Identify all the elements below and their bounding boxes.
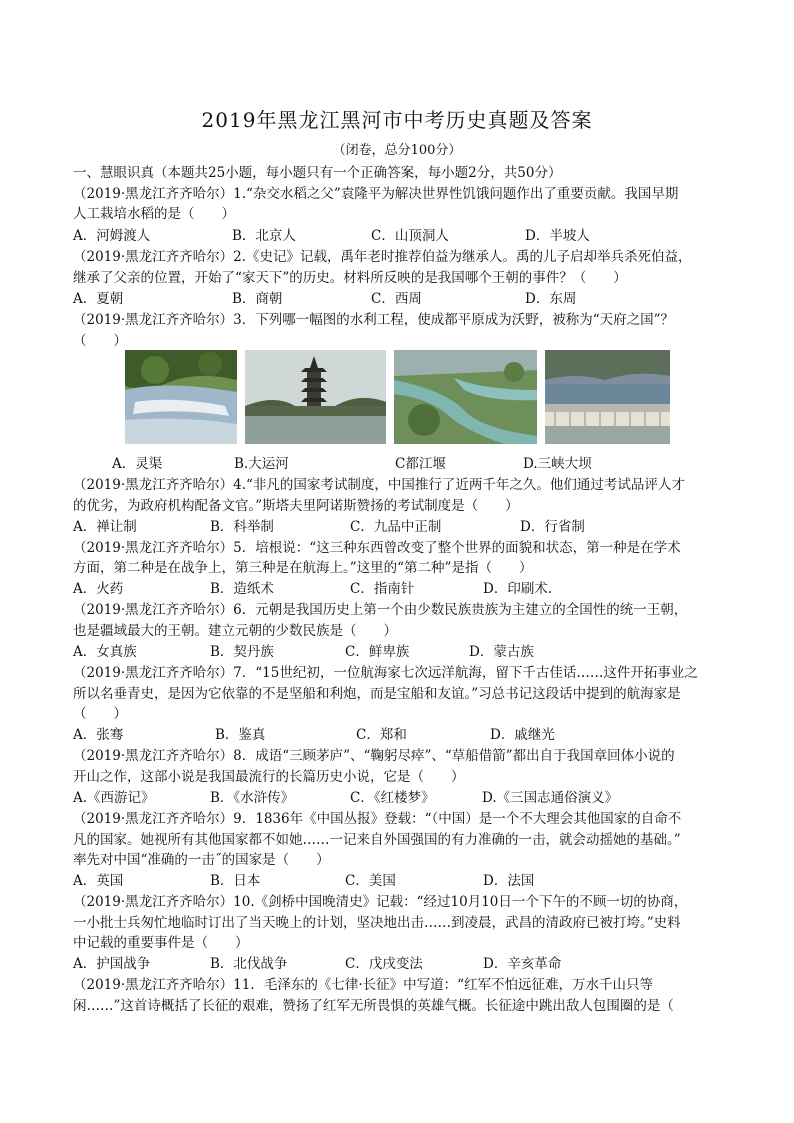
question-10-line-3: 中记载的重要事件是（ ） [73,935,249,951]
question-10-option-d: D．辛亥革命 [483,956,562,972]
page-subtitle: （闭卷，总分100分） [332,143,462,158]
question-6-option-c: C．鲜卑族 [345,644,410,660]
question-7-option-d: D．戚继光 [490,727,555,743]
question-10-line-2: 一小批士兵匆忙地临时订出了当天晚上的计划，坚决地出击……到凌晨，武昌的清政府已被打垮。”史料 [73,915,681,931]
question-7-line-2: 所以名垂青史，是因为它依靠的不是坚船和利炮，而是宝船和友谊。”习总书记这段话中提到的航海家是 [73,686,681,702]
question-5-option-b: B．造纸术 [210,581,274,597]
question-11-line-1: （2019·黑龙江齐齐哈尔）11．毛泽东的《七律·长征》中写道：“红军不怕远征难，万水千山只等 [73,977,654,993]
question-7-line-3: （ ） [73,706,127,722]
question-2-option-a: A．夏朝 [73,291,124,307]
question-8-line-2: 开山之作，这部小说是我国最流行的长篇历史小说，它是（ ） [73,769,465,785]
question-9-line-3: 率先对中国“准确的一击˝的国家是（ ） [73,852,330,868]
question-9-option-a: A．英国 [73,873,124,889]
question-5-option-d: D．印刷术. [483,581,553,597]
question-5-line-2: 方面，第二种是在战争上，第三种是在航海上。”这里的“第二种”是指（ ） [73,560,533,576]
question-9-option-c: C．美国 [345,873,396,889]
question-6-line-2: 也是疆域最大的王朝。建立元朝的少数民族是（ ） [73,623,397,639]
question-8-option-a: A.《西游记》 [73,790,155,806]
question-8-option-d: D.《三国志通俗演义》 [482,790,619,806]
question-3-option-c: C都江堰 [395,456,446,472]
grand-canal-photo [245,350,386,444]
question-2-option-b: B．商朝 [232,291,283,307]
question-10-line-1: （2019·黑龙江齐齐哈尔）10.《剑桥中国晚清史》记载：“经过10月10日一个下午的不顾一切的协商， [73,894,688,910]
question-1-line-1: （2019·黑龙江齐齐哈尔）1.“杂交水稻之父”袁隆平为解决世界性饥饿问题作出了重要贡献。我国早期 [73,186,679,202]
question-1-line-2: 人工栽培水稻的是（ ） [73,206,235,222]
question-5-option-c: C．指南针 [350,581,415,597]
question-2-line-2: 继承了父亲的位置，开始了“家天下”的历史。材料所反映的是我国哪个王朝的事件？（ ） [73,270,627,286]
question-7-option-b: B．鉴真 [215,727,266,743]
question-4-option-c: C．九品中正制 [350,519,442,535]
question-2-line-1: （2019·黑龙江齐齐哈尔）2.《史记》记载，禹年老时推荐伯益为继承人。禹的儿子启却举兵杀死伯益， [73,249,692,265]
question-8-option-c: C．《红楼梦》 [350,790,435,806]
question-5-option-a: A．火药 [73,581,124,597]
question-10-option-c: C．戊戌变法 [345,956,423,972]
question-4-option-b: B．科举制 [210,519,274,535]
question-3-line-2: （ ） [73,333,127,349]
question-6-option-d: D．蒙古族 [469,644,534,660]
question-2-option-d: D．东周 [525,291,577,307]
question-6-line-1: （2019·黑龙江齐齐哈尔）6．元朝是我国历史上第一个由少数民族贵族为主建立的全国性的统一王朝， [73,602,688,618]
section-heading: 一、慧眼识真（本题共25小题，每小题只有一个正确答案，每小题2分，共50分） [73,165,562,181]
question-8-option-b: B．《水浒传》 [210,790,295,806]
question-7-option-a: A．张骞 [73,727,124,743]
question-9-option-d: D．法国 [483,873,535,889]
question-9-line-1: （2019·黑龙江齐齐哈尔）9．1836年《中国丛报》登载：“（中国）是一个不大理会其他国家的自命不 [73,811,682,827]
question-7-option-c: C．郑和 [356,727,407,743]
question-6-option-b: B．契丹族 [210,644,274,660]
question-5-line-1: （2019·黑龙江齐齐哈尔）5．培根说：“这三种东西曾改变了整个世界的面貌和状态，第一种是在学术 [73,540,681,556]
question-10-option-a: A．护国战争 [73,956,151,972]
lingqu-photo [125,350,237,444]
question-4-option-d: D．行省制 [520,519,585,535]
question-3-line-1: （2019·黑龙江齐齐哈尔）3．下列哪一幅图的水利工程，使成都平原成为沃野，被称为“天府之国”？ [73,312,675,328]
question-4-line-1: （2019·黑龙江齐齐哈尔）4.“非凡的国家考试制度，中国推行了近两千年之久。他们通过考试品评人才 [73,477,685,493]
question-7-line-1: （2019·黑龙江齐齐哈尔）7．“15世纪初，一位航海家七次远洋航海，留下千古佳话……这件开拓事业之 [73,665,698,681]
question-9-option-b: B．日本 [210,873,261,889]
question-4-line-2: 的优劣，为政府机构配备文官。”斯塔夫里阿诺斯赞扬的考试制度是（ ） [73,498,519,514]
page-title: 2019年黑龙江黑河市中考历史真题及答案 [201,108,593,132]
question-1-option-c: C．山顶洞人 [371,228,449,244]
question-11-line-2: 闲……”这首诗概括了长征的艰难，赞扬了红军无所畏惧的英雄气概。长征途中跳出敌人包围圈的是（ [73,998,674,1014]
question-3-option-b: B.大运河 [234,456,289,472]
question-10-option-b: B．北伐战争 [210,956,288,972]
question-3-option-a: A．灵渠 [112,456,163,472]
question-2-option-c: C．西周 [371,291,422,307]
question-4-option-a: A．禅让制 [73,519,137,535]
dujiangyan-photo [394,350,537,444]
question-1-option-b: B．北京人 [232,228,296,244]
question-6-option-a: A．女真族 [73,644,137,660]
question-9-line-2: 凡的国家。她视所有其他国家都不如她……一记来自外国强国的有力准确的一击，就会动摇她的基础。” [73,832,681,848]
question-8-line-1: （2019·黑龙江齐齐哈尔）8．成语“三顾茅庐”、“鞠躬尽瘁”、“草船借箭”都出自于我国章回体小说的 [73,748,675,764]
question-1-option-a: A．河姆渡人 [73,228,151,244]
question-3-option-d: D.三峡大坝 [523,456,592,472]
three-gorges-dam-photo [545,350,670,444]
question-1-option-d: D．半坡人 [525,228,590,244]
